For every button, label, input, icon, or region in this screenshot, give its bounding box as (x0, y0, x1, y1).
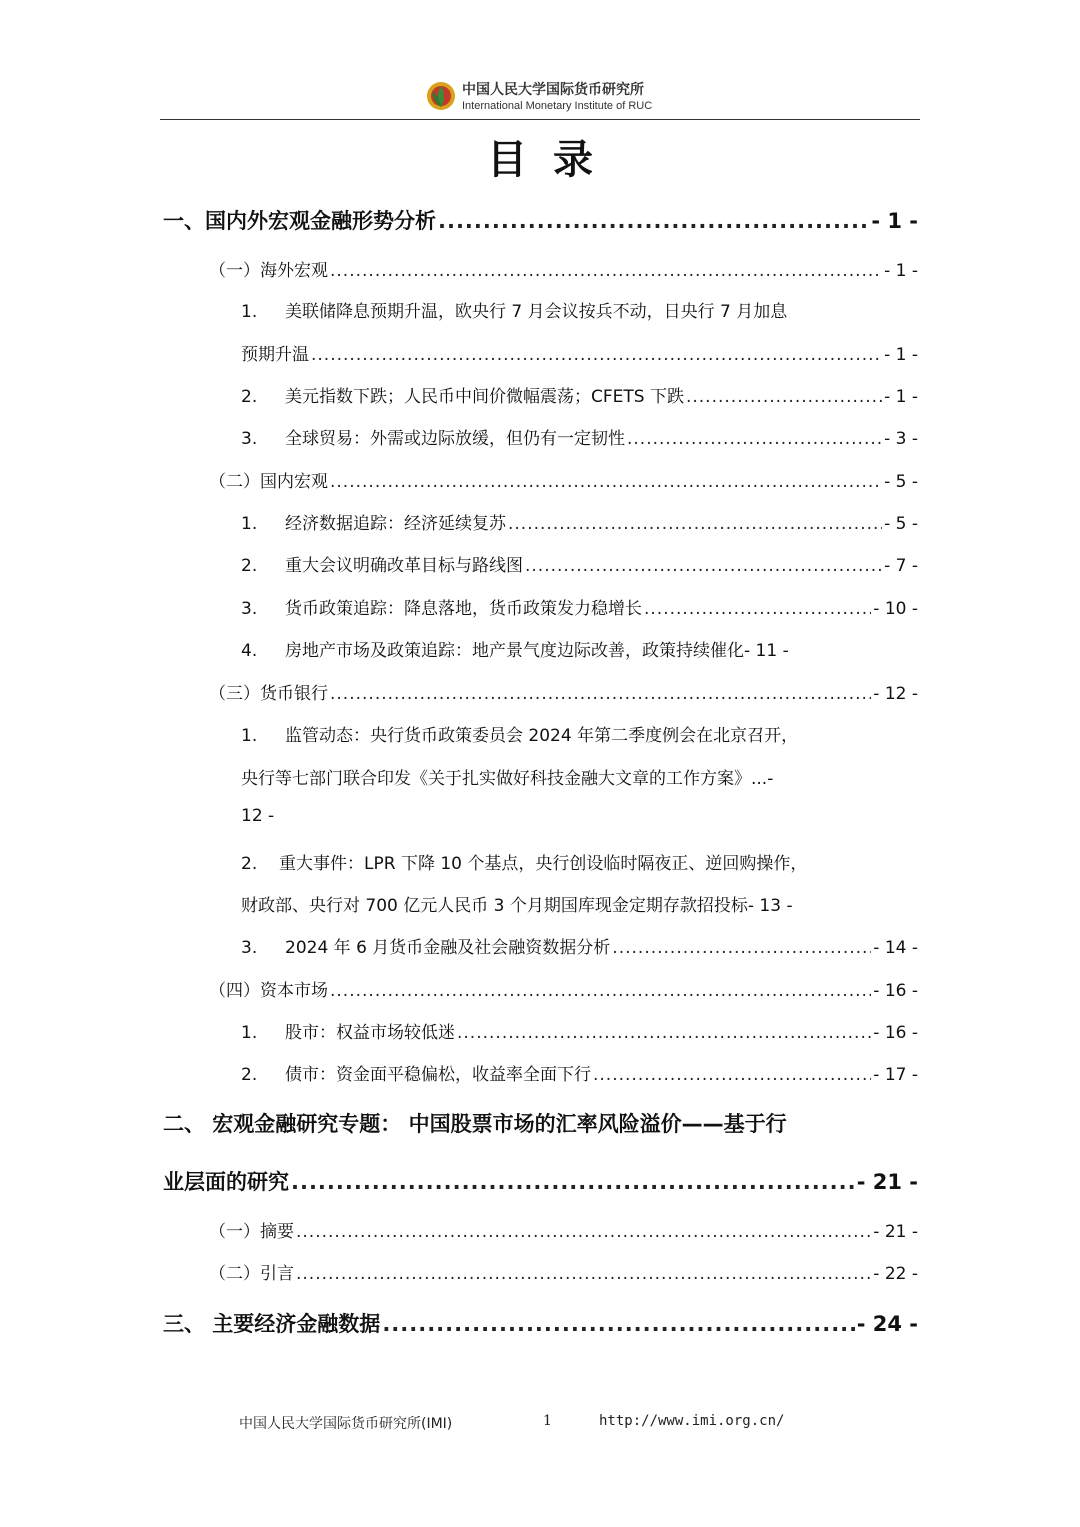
toc-entry[interactable]: 4. 房地产市场及政策追踪：地产景气度边际改善，政策持续催化 - 11 - (241, 641, 789, 661)
toc-entry[interactable]: （二）引言 ..... - 22 - (209, 1259, 918, 1284)
toc-entry[interactable]: 业层面的研究 ..... - 21 - (163, 1166, 918, 1196)
imi-logo-icon (425, 80, 457, 112)
toc-entry[interactable]: 2. 重大会议明确改革目标与路线图 ..... - 7 - (241, 551, 918, 576)
toc-entry[interactable]: 一、国内外宏观金融形势分析 ..... - 1 - (163, 205, 918, 235)
toc-entry[interactable]: （二）国内宏观 ..... - 5 - (209, 467, 918, 492)
toc-entry[interactable]: 1. 股市：权益市场较低迷 ..... - 16 - (241, 1018, 918, 1043)
header-divider (160, 119, 920, 120)
toc-entry[interactable]: （三）货币银行 ..... - 12 - (209, 679, 918, 704)
toc-entry[interactable]: 3. 货币政策追踪：降息落地，货币政策发力稳增长 ..... - 10 - (241, 594, 918, 619)
toc-entry-line[interactable]: 2. 重大事件：LPR 下降 10 个基点，央行创设临时隔夜正、逆回购操作， (241, 854, 808, 874)
toc-entry-line[interactable]: 央行等七部门联合印发《关于扎实做好科技金融大文章的工作方案》...- (241, 769, 774, 789)
toc-entry-line[interactable]: 二、 宏观金融研究专题： 中国股票市场的汇率风险溢价——基于行 (163, 1112, 787, 1136)
toc-entry[interactable]: 2. 美元指数下跌；人民币中间价微幅震荡；CFETS 下跌 ..... - 1 - (241, 382, 918, 407)
toc-entry[interactable]: （一）海外宏观 ..... - 1 - (209, 256, 918, 281)
toc-entry[interactable]: 3. 2024 年 6 月货币金融及社会融资数据分析 ..... - 14 - (241, 933, 918, 958)
footer-url[interactable]: http://www.imi.org.cn/ (599, 1413, 785, 1429)
toc-entry[interactable]: （四）资本市场 ..... - 16 - (209, 976, 918, 1001)
toc-entry[interactable]: 2. 债市：资金面平稳偏松，收益率全面下行 ..... - 17 - (241, 1060, 918, 1085)
toc-entry[interactable]: 预期升温 ..... - 1 - (241, 340, 918, 365)
toc-entry[interactable]: 三、 主要经济金融数据 ..... - 24 - (163, 1308, 918, 1338)
header-org-cn: 中国人民大学国际货币研究所 (462, 82, 644, 98)
toc-entry-line[interactable]: 1. 监管动态：央行货币政策委员会 2024 年第二季度例会在北京召开， (241, 726, 799, 746)
header-org-en: International Monetary Institute of RUC (462, 100, 653, 112)
toc-entry[interactable]: 1. 经济数据追踪：经济延续复苏 ..... - 5 - (241, 509, 918, 534)
footer-org: 中国人民大学国际货币研究所(IMI) (239, 1416, 453, 1432)
toc-entry[interactable]: 财政部、央行对 700 亿元人民币 3 个月期国库现金定期存款招投标 - 13 - (241, 896, 793, 916)
page-title: 目录 (487, 137, 619, 183)
toc-entry-line[interactable]: 1. 美联储降息预期升温，欧央行 7 月会议按兵不动，日央行 7 月加息 (241, 302, 788, 322)
toc-entry-line[interactable]: 12 - (241, 806, 275, 826)
page-header (0, 74, 1080, 120)
footer-page-number: 1 (543, 1413, 552, 1429)
toc-entry[interactable]: 3. 全球贸易：外需或边际放缓，但仍有一定韧性 ..... - 3 - (241, 424, 918, 449)
toc-entry[interactable]: （一）摘要 ..... - 21 - (209, 1217, 918, 1242)
